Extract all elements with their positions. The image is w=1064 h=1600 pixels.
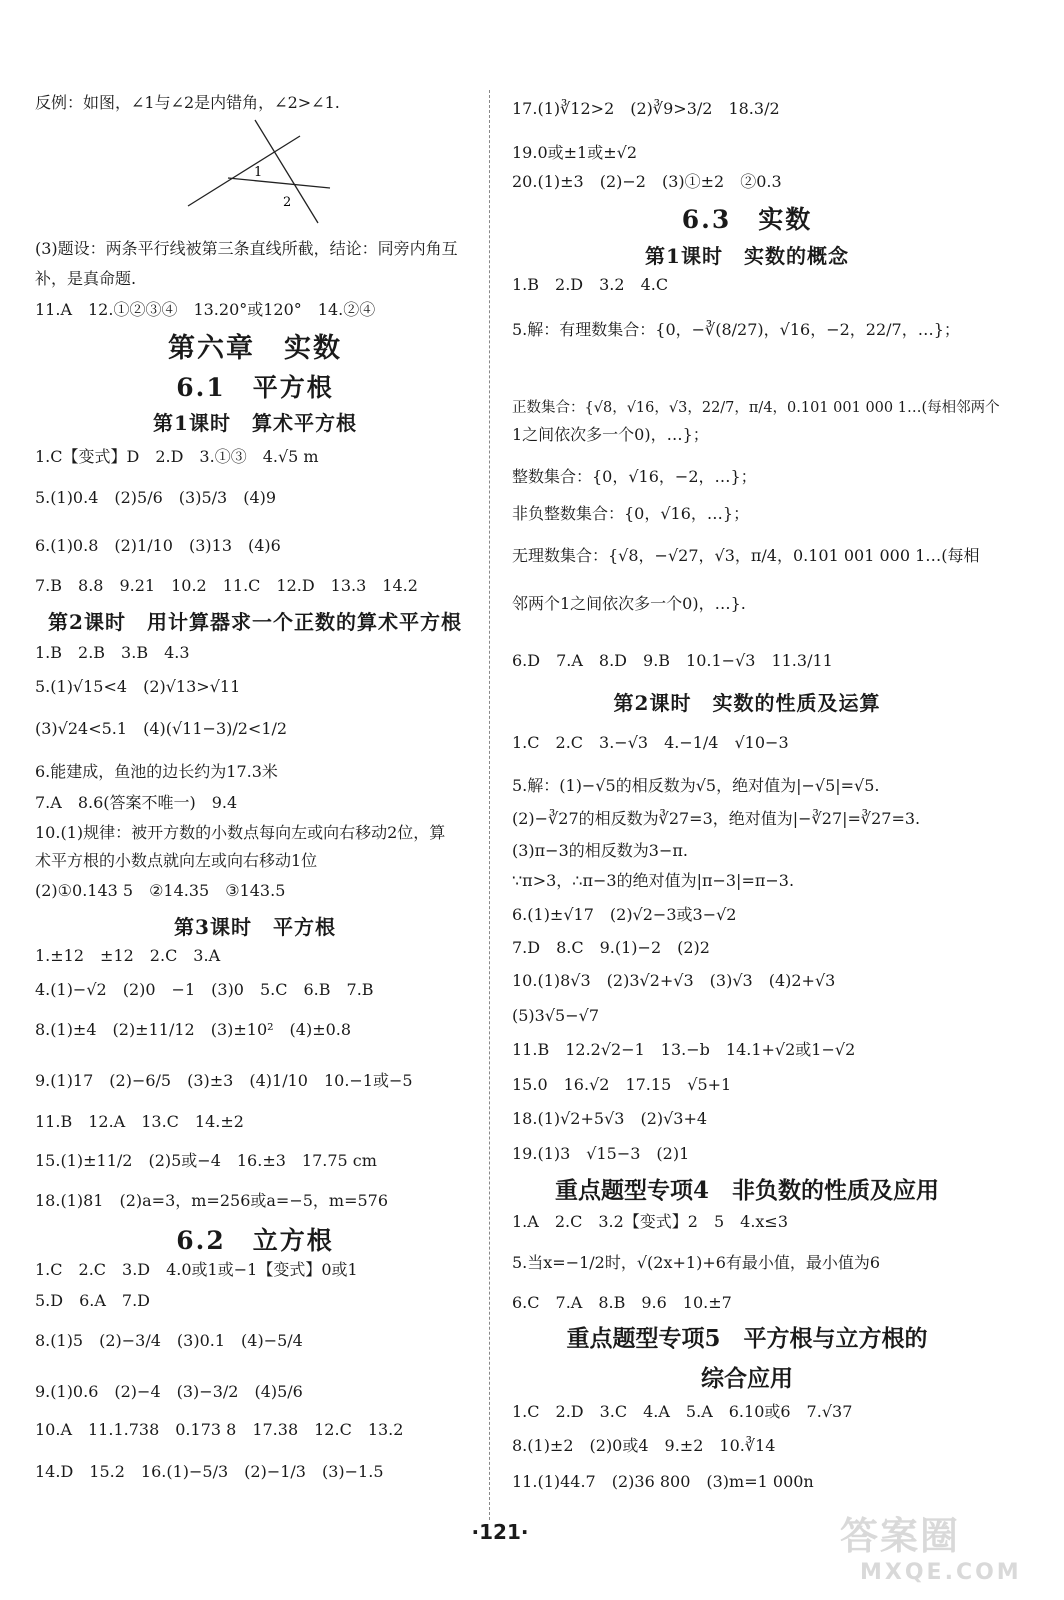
lesson-title: 第2课时 用计算器求一个正数的算术平方根	[48, 610, 462, 634]
answer-line: 18.(1)√2+5√3 (2)√3+4	[512, 1109, 708, 1128]
page-number: ·121·	[471, 1520, 529, 1544]
answer-line: 正数集合：{√8，√16，√3，22/7，π/4，0.101 001 000 1…(每相邻两个	[512, 400, 1000, 416]
answer-line: 整数集合：{0，√16，−2，…}；	[512, 467, 757, 486]
answer-line: ∵π>3，∴π−3的绝对值为|π−3|=π−3.	[512, 871, 795, 890]
lesson-title: 第1课时 实数的概念	[645, 244, 849, 268]
answer-line: 6.C 7.A 8.B 9.6 10.±7	[512, 1293, 732, 1312]
answer-line: 9.(1)0.6 (2)−4 (3)−3/2 (4)5/6	[35, 1382, 303, 1401]
answer-line: 7.B 8.8 9.21 10.2 11.C 12.D 13.3 14.2	[35, 576, 418, 595]
answer-line: 1.A 2.C 3.2【变式】2 5 4.x≤3	[512, 1212, 789, 1231]
answer-line: 14.D 15.2 16.(1)−5/3 (2)−1/3 (3)−1.5	[35, 1462, 384, 1481]
answer-line: 11.(1)44.7 (2)36 800 (3)m=1 000n	[512, 1472, 814, 1491]
answer-line: 17.(1)∛12>2 (2)∛9>3/2 18.3/2	[512, 99, 780, 118]
figure-line-c	[228, 178, 330, 188]
answer-line: 补，是真命题.	[35, 269, 137, 288]
answer-line: 20.(1)±3 (2)−2 (3)①±2 ②0.3	[512, 172, 782, 191]
chapter-title: 第六章 实数	[168, 333, 342, 364]
answer-line: 11.B 12.A 13.C 14.±2	[35, 1112, 244, 1131]
section-title: 6.3 实数	[681, 205, 813, 234]
answer-line: 9.(1)17 (2)−6/5 (3)±3 (4)1/10 10.−1或−5	[35, 1071, 413, 1090]
answer-line: 1.C【变式】D 2.D 3.①③ 4.√5 m	[35, 447, 319, 466]
answer-line: 8.(1)±4 (2)±11/12 (3)±10² (4)±0.8	[35, 1020, 352, 1039]
answer-line: 1.B 2.B 3.B 4.3	[35, 643, 190, 662]
answer-line: (3)题设：两条平行线被第三条直线所截，结论：同旁内角互	[35, 239, 458, 258]
answer-line: 5.(1)√15<4 (2)√13>√11	[35, 677, 241, 696]
answer-line: 反例：如图，∠1与∠2是内错角，∠2>∠1.	[35, 93, 340, 112]
answer-line: 5.解：有理数集合：{0，−∛(8/27)，√16，−2，22/7，…}；	[512, 320, 960, 339]
answer-line: 1之间依次多一个0)，…}；	[512, 425, 709, 444]
watermark-logo-text: 答案圈	[840, 1514, 961, 1558]
answer-line: 10.(1)8√3 (2)3√2+√3 (3)√3 (4)2+√3	[512, 971, 836, 990]
answer-line: 5.解：(1)−√5的相反数为√5，绝对值为|−√5|=√5.	[512, 776, 880, 795]
answer-line: 18.(1)81 (2)a=3，m=256或a=−5，m=576	[35, 1191, 389, 1210]
answer-line: (2)①0.143 5 ②14.35 ③143.5	[35, 881, 286, 900]
answer-line: 6.(1)±√17 (2)√2−3或3−√2	[512, 905, 737, 924]
answer-line: 6.D 7.A 8.D 9.B 10.1−√3 11.3/11	[512, 651, 833, 670]
special-topic-title: 重点题型专项4 非负数的性质及应用	[554, 1177, 939, 1204]
answer-line: (5)3√5−√7	[512, 1006, 599, 1025]
answer-line: 1.B 2.D 3.2 4.C	[512, 275, 669, 294]
answer-line: 15.0 16.√2 17.15 √5+1	[512, 1075, 732, 1094]
answer-line: 5.D 6.A 7.D	[35, 1291, 151, 1310]
answer-line: 10.(1)规律：被开方数的小数点每向左或向右移动2位，算	[35, 823, 446, 842]
answer-line: 7.D 8.C 9.(1)−2 (2)2	[512, 938, 710, 957]
answer-line: 6.(1)0.8 (2)1/10 (3)13 (4)6	[35, 536, 281, 555]
answer-line: 术平方根的小数点就向左或向右移动1位	[35, 851, 318, 870]
answer-line: 1.C 2.D 3.C 4.A 5.A 6.10或6 7.√37	[512, 1402, 853, 1421]
answer-line: 1.±12 ±12 2.C 3.A	[35, 946, 221, 965]
answer-line: 无理数集合：{√8，−√27，√3，π/4，0.101 001 000 1…(每相	[512, 546, 980, 565]
answer-line: 8.(1)5 (2)−3/4 (3)0.1 (4)−5/4	[35, 1331, 303, 1350]
answer-line: 5.(1)0.4 (2)5/6 (3)5/3 (4)9	[35, 488, 277, 507]
answer-line: 15.(1)±11/2 (2)5或−4 16.±3 17.75 cm	[35, 1151, 377, 1170]
answer-line: 4.(1)−√2 (2)0 −1 (3)0 5.C 6.B 7.B	[35, 980, 374, 999]
answer-line: 邻两个1之间依次多一个0)，…}.	[512, 594, 746, 613]
answer-line: 19.(1)3 √15−3 (2)1	[512, 1144, 690, 1163]
answer-line: 19.0或±1或±√2	[512, 143, 637, 162]
watermark-url: MXQE.COM	[860, 1560, 1022, 1585]
lesson-title: 第2课时 实数的性质及运算	[613, 691, 881, 715]
lesson-title: 第1课时 算术平方根	[153, 411, 357, 435]
answer-line: 6.能建成，鱼池的边长约为17.3米	[35, 762, 278, 781]
section-title: 6.2 立方根	[176, 1226, 334, 1255]
answer-line: 1.C 2.C 3.−√3 4.−1/4 √10−3	[512, 733, 789, 752]
special-topic-title: 重点题型专项5 平方根与立方根的	[566, 1325, 928, 1352]
answer-line: 8.(1)±2 (2)0或4 9.±2 10.∛14	[512, 1436, 776, 1455]
answer-line: 7.A 8.6(答案不唯一) 9.4	[35, 793, 238, 812]
figure-label-2: 2	[283, 195, 292, 210]
watermark	[840, 1505, 1055, 1595]
answer-line: 11.B 12.2√2−1 13.−b 14.1+√2或1−√2	[512, 1040, 856, 1059]
answer-line: 1.C 2.C 3.D 4.0或1或−1【变式】0或1	[35, 1260, 358, 1279]
answer-line: (3)√24<5.1 (4)(√11−3)/2<1/2	[35, 719, 288, 738]
answer-line: 10.A 11.1.738 0.173 8 17.38 12.C 13.2	[35, 1420, 404, 1439]
answer-line: (3)π−3的相反数为3−π.	[512, 841, 688, 860]
intersecting-lines-figure	[180, 118, 340, 228]
answer-line: 11.A 12.①②③④ 13.20°或120° 14.②④	[35, 300, 376, 319]
answer-line: (2)−∛27的相反数为∛27=3，绝对值为|−∛27|=∛27=3.	[512, 809, 921, 828]
special-topic-title-cont: 综合应用	[701, 1365, 793, 1392]
section-title: 6.1 平方根	[176, 373, 334, 402]
figure-label-1: 1	[254, 165, 263, 180]
lesson-title: 第3课时 平方根	[174, 915, 336, 939]
answer-line: 5.当x=−1/2时，√(2x+1)+6有最小值，最小值为6	[512, 1253, 881, 1272]
answer-line: 非负整数集合：{0，√16，…}；	[512, 504, 750, 523]
column-divider	[489, 90, 490, 1520]
